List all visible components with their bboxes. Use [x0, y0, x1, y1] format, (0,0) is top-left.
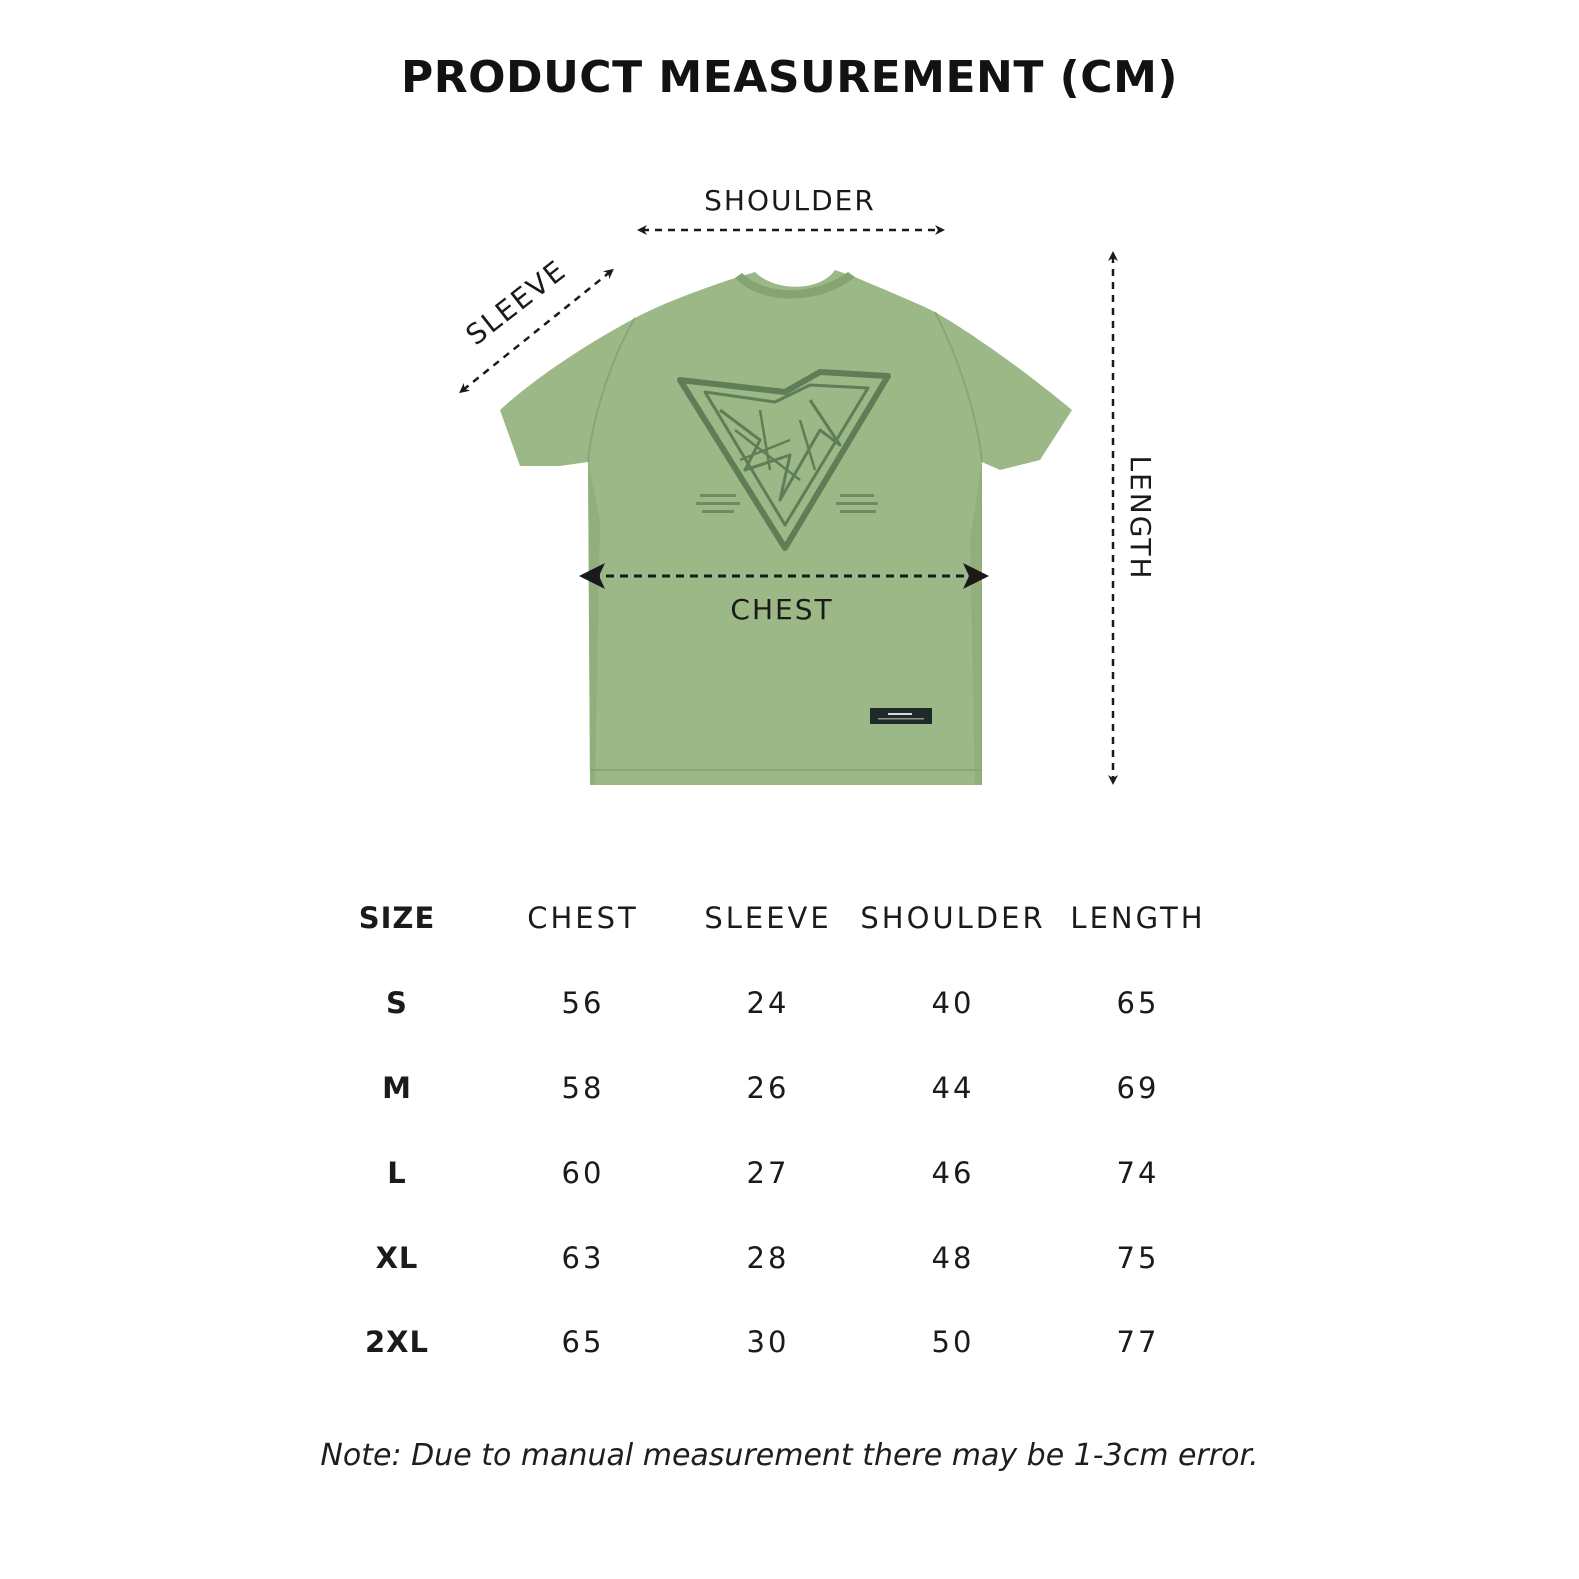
- row-size-label: L: [387, 1156, 407, 1190]
- column-header-shoulder: SHOULDER: [860, 901, 1046, 935]
- shoulder-label: SHOULDER: [704, 184, 876, 217]
- row-chest-value: 60: [561, 1156, 605, 1190]
- length-label: LENGTH: [1124, 455, 1157, 581]
- row-size-label: S: [386, 986, 408, 1020]
- row-length-value: 74: [1116, 1156, 1160, 1190]
- column-header-size: SIZE: [358, 901, 436, 935]
- row-shoulder-value: 46: [931, 1156, 975, 1190]
- chest-label: CHEST: [730, 593, 834, 626]
- row-shoulder-value: 50: [931, 1325, 975, 1359]
- row-length-value: 75: [1116, 1241, 1160, 1275]
- row-chest-value: 56: [561, 986, 605, 1020]
- row-length-value: 69: [1116, 1071, 1160, 1105]
- row-size-label: XL: [375, 1241, 419, 1275]
- measurement-note: Note: Due to manual measurement there may be 1-3cm error.: [320, 1438, 1259, 1473]
- row-length-value: 77: [1116, 1325, 1160, 1359]
- column-header-chest: CHEST: [527, 901, 639, 935]
- row-size-label: M: [382, 1071, 412, 1105]
- row-chest-value: 58: [561, 1071, 605, 1105]
- page-title: PRODUCT MEASUREMENT (CM): [401, 52, 1178, 103]
- row-size-label: 2XL: [364, 1325, 430, 1359]
- row-shoulder-value: 44: [931, 1071, 975, 1105]
- row-sleeve-value: 26: [746, 1071, 790, 1105]
- column-header-length: LENGTH: [1070, 901, 1206, 935]
- sleeve-label: SLEEVE: [459, 253, 573, 352]
- row-sleeve-value: 30: [746, 1325, 790, 1359]
- row-length-value: 65: [1116, 986, 1160, 1020]
- row-sleeve-value: 28: [746, 1241, 790, 1275]
- row-sleeve-value: 24: [746, 986, 790, 1020]
- row-chest-value: 63: [561, 1241, 605, 1275]
- row-sleeve-value: 27: [746, 1156, 790, 1190]
- row-shoulder-value: 40: [931, 986, 975, 1020]
- row-shoulder-value: 48: [931, 1241, 975, 1275]
- row-chest-value: 65: [561, 1325, 605, 1359]
- column-header-sleeve: SLEEVE: [704, 901, 832, 935]
